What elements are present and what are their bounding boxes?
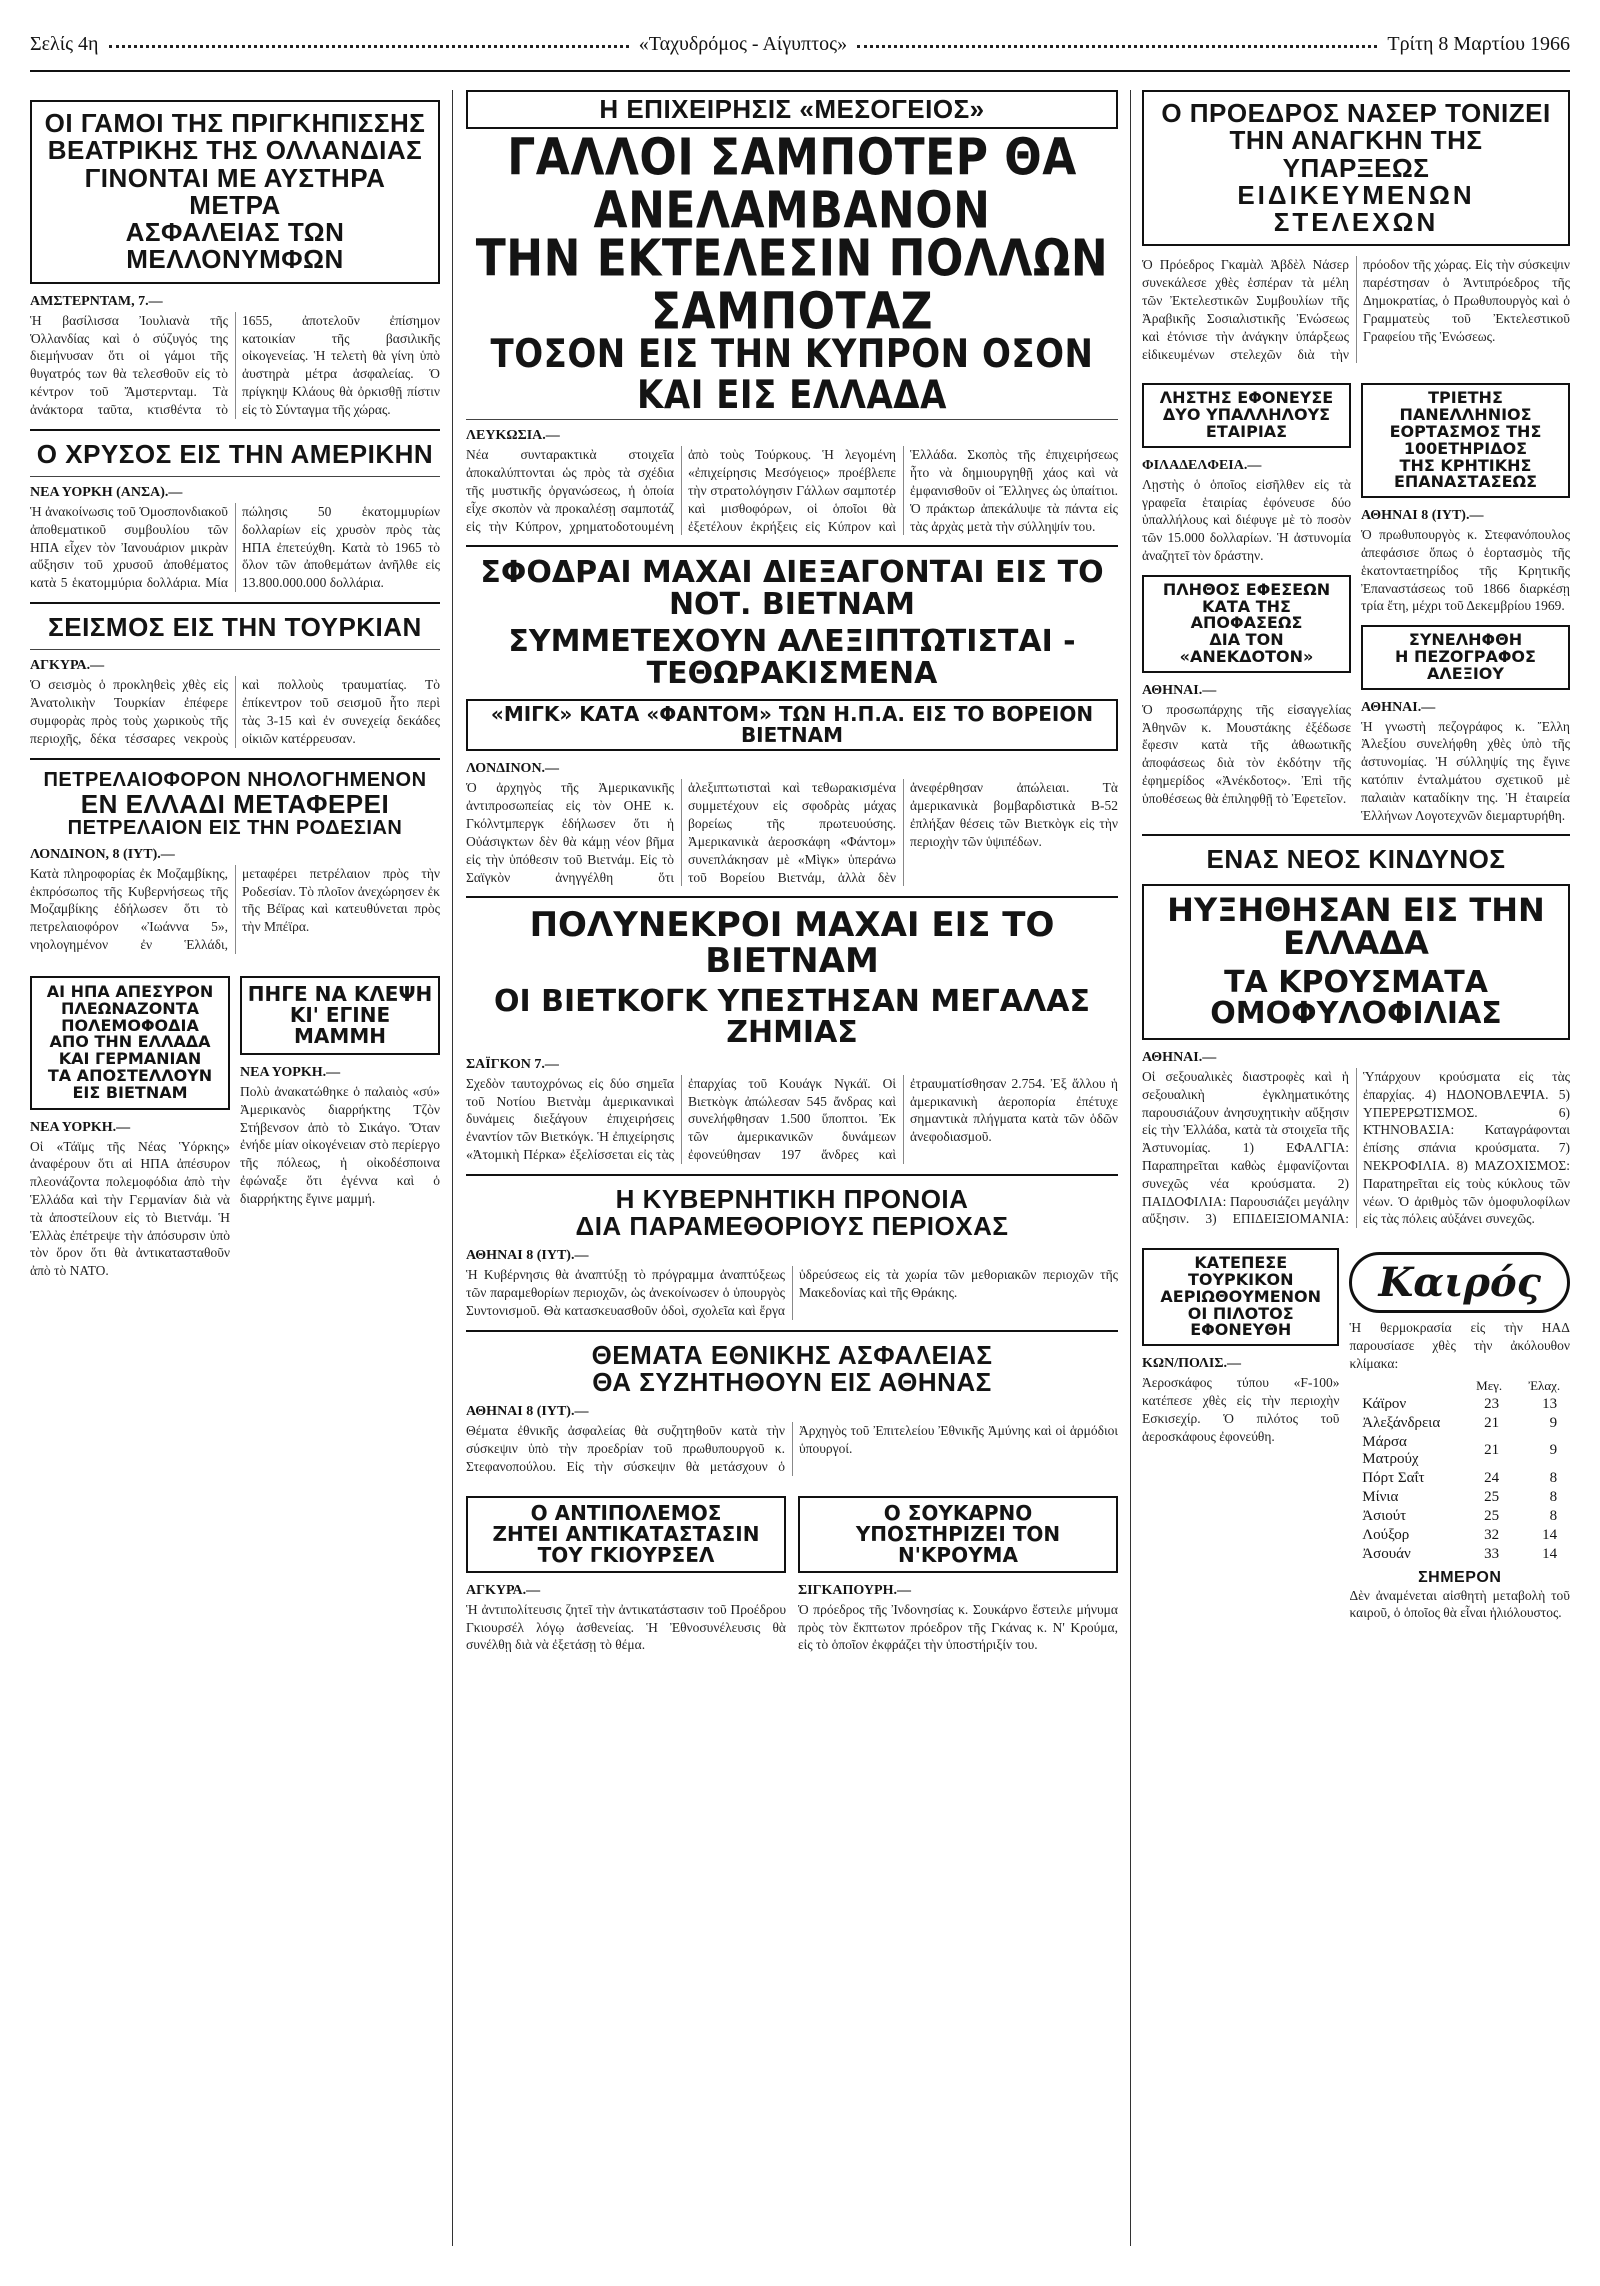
headline: ΣΥΝΕΛΗΦΘΗ [1408,630,1523,650]
temp-max: 23 [1484,1395,1500,1412]
subhead-box [466,699,1118,751]
section-rule [30,649,440,650]
headline: ΒΕΑΤΡΙΚΗΣ ΤΗΣ ΟΛΛΑΝΔΙΑΣ [47,135,423,166]
article-body: Ἀεροσκάφος τύπου «F-100» κατέπεσε χθὲς εἰς τὴν περιοχὴν Εσκισεχίρ. Ὁ πιλότος τοῦ ἀεροσκάφους ἐφονεύθη. [1142,1375,1340,1444]
temp-max: 25 [1484,1488,1500,1505]
middle-left [1142,373,1351,824]
headline: ΛΗΣΤΗΣ ΕΦΟΝΕΥΣΕ [1159,388,1334,408]
article-sukarno [798,1486,1118,1654]
temp-min: 9 [1549,1442,1558,1459]
article-body: Νέα συνταρακτικὰ στοιχεῖα ἀποκαλύπτονται ὡς πρὸς τὰ σχέδια τῆς μυστικῆς ὀργανώσεως, ἡ ὁποία εἶχε σκοπὸν νὰ προκαλέσῃ σαμποτάζ εἰς τὴν Κύπρον, χρηματοδοτουμένη ἀπὸ τοὺς Τούρκους. Ἡ λεγομένη «ἐπιχείρησις Μεσόγειος» προέβλεπε τὴν στρατολόγησιν Γάλλων σαμποτέρ καὶ μισθοφόρων, οἱ ὁποῖοι θὰ ἐξετέλουν ἐκρήξεις εἰς Κύπρον καὶ Ἑλλάδα. Σκοπὸς τῆς ἐπιχειρήσεως ἦτο νὰ δημιουργηθῇ χάος καὶ νὰ ἐμφανισθοῦν οἱ Ἕλληνες ὡς ὑπαίτιοι. Ὁ πράκτωρ ἀπεκάλυψε τὰ πάντα εἰς τὰς ἀρχὰς μετὰ τὴν σύλληψίν του. [466,447,1118,534]
headline: Ο ΧΡΥΣΟΣ ΕΙΣ ΤΗΝ ΑΜΕΡΙΚΗΝ [36,438,434,469]
column-center [466,90,1118,2246]
headline: ΕΟΡΤΑΣΜΟΣ ΤΗΣ 100ΕΤΗΡΙΔΟΣ [1389,421,1542,458]
temp-min: 8 [1549,1469,1558,1486]
dateline: ΚΩΝ/ΠΟΛΙΣ.— [1142,1356,1241,1372]
section-rule [30,476,440,477]
bottom-row [30,966,440,1280]
dateline: ΦΙΛΑΔΕΛΦΕΙΑ.— [1142,457,1262,473]
weather-row [1358,1507,1561,1526]
headline: ΤΗΝ ΑΝΑΓΚΗΝ ΤΗΣ ΥΠΑΡΞΕΩΣ [1229,125,1483,183]
article-body: Κατὰ πληροφορίας ἐκ Μοζαμβίκης, ἐκπρόσωπος τῆς Κυβερνήσεως τῆς Μοζαμβίκης ἐδήλωσεν ὅτι τὸ πετρελαιοφόρον «Ἰωάννα 5», νηολογημένον ἐν Ἑλλάδι, μεταφέρει πετρέλαιον πρὸς τὴν Ροδεσίαν. Τὸ πλοῖον ἀνεχώρησεν ἐκ τῆς Βέϊρας καὶ κατευθύνεται πρὸς τὴν Μπέϊρα. [30,865,440,953]
article-body: Λῃστὴς ὁ ὁποῖος εἰσῆλθεν εἰς τὰ γραφεῖα ἑταιρίας ἐφόνευσε δύο ὑπαλλήλους καὶ διέφυγε μὲ τὸ ποσὸν τῶν 15.000 δολλαρίων. Ἡ ἀστυνομία ἀναζητεῖ τὸν δράστην. [1142,476,1351,563]
headline: ΔΥΟ ΥΠΑΛΛΗΛΟΥΣ ΕΤΑΙΡΙΑΣ [1162,405,1331,441]
section-rule [30,758,440,760]
dateline: ΑΘΗΝΑΙ 8 (ΙΥΤ).— [1361,508,1484,524]
article-nasser [1142,90,1570,246]
temp-min: 9 [1549,1414,1558,1431]
headline-box [466,1496,786,1573]
temp-min: 8 [1549,1507,1558,1524]
temp-max: 32 [1484,1526,1500,1543]
dateline: ΑΘΗΝΑΙ.— [1142,682,1217,698]
weather-today-label: ΣΗΜΕΡΟΝ [1418,1568,1502,1586]
section-rule [466,1174,1118,1176]
dateline: ΣΙΓΚΑΠΟΥΡΗ.— [798,1582,911,1598]
section-rule [30,602,440,604]
article-ammo [30,966,230,1280]
headline: ΠΗΓΕ ΝΑ ΚΛΕΨΗ [247,981,433,1006]
city: Μίνια [1362,1488,1399,1505]
article-jet [1142,1238,1339,1622]
weather-header: Ἐλαχ. [1528,1377,1561,1393]
headline: ΠΕΤΡΕΛΑΙΟΦΟΡΟΝ ΝΗΟΛΟΓΗΜΕΝΟΝ [43,768,427,791]
middle-row [1142,373,1570,824]
weather-row [1358,1433,1561,1469]
headline: Η ΚΥΒΕΡΝΗΤΙΚΗ ΠΡΟΝΟΙΑ [615,1183,969,1214]
dateline: ΑΘΗΝΑΙ.— [1361,699,1436,715]
column-left [30,90,440,2246]
headline: ΖΗΤΕΙ ΑΝΤΙΚΑΤΑΣΤΑΣΙΝ [492,1521,760,1546]
headline: ΟΙ ΠΙΛΟΤΟΣ ΕΦΟΝΕΥΘΗ [1187,1303,1294,1340]
running-header [30,28,1570,60]
dateline: ΑΘΗΝΑΙ 8 (ΙΥΤ).— [466,1248,589,1264]
headline: ΣΕΙΣΜΟΣ ΕΙΣ ΤΗΝ ΤΟΥΡΚΙΑΝ [48,612,422,643]
dateline: ΑΓΚΥΡΑ.— [466,1582,541,1598]
headline: ΑΣΦΑΛΕΙΑΣ ΤΩΝ ΜΕΛΛΟΝΥΜΦΩΝ [125,217,345,275]
city: Κάϊρον [1362,1395,1407,1412]
weather-today-text: Δὲν ἀναμένεται αἰσθητὴ μεταβολὴ τοῦ καιροῦ, ὁ ὁποῖος θὰ εἶναι ἡλιόλουστος. [1349,1587,1570,1621]
main-headline: ΤΗΝ ΕΚΤΕΛΕΣΙΝ ΠΟΛΛΩΝ ΣΑΜΠΟΤΑΖ [475,229,1109,342]
dateline: ΑΜΣΤΕΡΝΤΑΜ, 7.— [30,293,163,309]
headline-box [1142,383,1351,447]
column-divider [452,90,453,2246]
article-body: Ὁ προσωπάρχης τῆς εἰσαγγελίας Ἀθηνῶν κ. Μουστάκης ἐξέδωσε ἔφεσιν κατὰ τῆς ἀθωωτικῆς ἀποφάσεως διὰ τὸν ἐκδότην τῆς ἐφημερίδος «Ἀνέκδοτος». Ἐπὶ τῆς ὑποθέσεως θὰ ἐπιληφθῇ τὸ Ἐφετεῖον. [1142,701,1351,806]
weather-row [1358,1469,1561,1488]
dateline: ΑΘΗΝΑΙ 8 (ΙΥΤ).— [466,1404,589,1420]
article-body: Ἡ βασίλισσα Ἰουλιανὰ τῆς Ὁλλανδίας καὶ ὁ σύζυγός της διεμήνυσαν ὅτι οἱ γάμοι τῆς θυγατρός των θὰ τελεσθοῦν εἰς τὸ κέντρον τοῦ Ἄμστερνταμ. Τὰ ἀνάκτορα ταῦτα, κτισθέντα τὸ 1655, ἀποτελοῦν ἐπίσημον κατοικίαν τῆς βασιλικῆς οἰκογενείας. Ἡ τελετὴ θὰ γίνη ὑπὸ ἀυστηρὰ μέτρα ἀσφαλείας. Ὁ πρίγκηψ Κλάους θὰ ὀρκισθῇ πίστιν εἰς τὸ Σύνταγμα τῆς χώρας. [30,312,440,417]
weather-row [1358,1395,1561,1414]
dateline: ΛΟΝΔΙΝΟΝ.— [466,761,560,777]
temp-min: 13 [1542,1395,1558,1412]
city: Ἀσιούτ [1362,1507,1407,1524]
section-rule [1142,834,1570,836]
headline: ΤΟΥΡΚΙΚΟΝ ΑΕΡΙΩΘΟΥΜΕΝΟΝ [1160,1270,1322,1306]
weather-row [1358,1545,1561,1564]
headline: ΘΑ ΣΥΖΗΤΗΘΟΥΝ ΕΙΣ ΑΘΗΝΑΣ [592,1367,992,1398]
article-body: Ἡ Κυβέρνησις θὰ ἀναπτύξῃ τὸ πρόγραμμα ἀναπτύξεως τῶν παραμεθορίων περιοχῶν, ὡς ἀνεκοίνωσεν ὁ ὑπουργὸς Συντονισμοῦ. Θὰ κατασκευασθοῦν ὁδοὶ, σχολεῖα καὶ ἔργα ὑδρεύσεως εἰς τὰ χωρία τῶν μεθοριακῶν περιοχῶν τῆς Μακεδονίας καὶ τῆς Θράκης. [466,1267,1118,1319]
weather-row [1358,1526,1561,1545]
bottom-row [1142,1238,1570,1622]
headline-box [30,976,230,1110]
dateline: ΛΟΝΔΙΝΟΝ, 8 (ΙΥΤ).— [30,846,175,862]
subheadline: «ΜΙΓΚ» ΚΑΤΑ «ΦΑΝΤΟΜ» ΤΩΝ Η.Π.Α. ΕΙΣ ΤΟ ΒΟΡΕΙΟΝ ΒΙΕΤΝΑΜ [490,702,1094,748]
headline: ΤΑ ΑΠΟΣΤΕΛΛΟΥΝ ΕΙΣ ΒΙΕΤΝΑΜ [47,1065,213,1102]
header-dots [857,45,1377,48]
temp-max: 33 [1484,1545,1500,1562]
paper-title: «Ταχυδρόμος - Αίγυπτος» [638,32,848,55]
main-headline: ΓΑΛΛΟΙ ΣΑΜΠΟΤΕΡ ΘΑ ΑΝΕΛΑΜΒΑΝΟΝ [507,128,1077,241]
headline-box [1142,575,1351,673]
issue-date: Τρίτη 8 Μαρτίου 1966 [1387,32,1570,55]
dateline: ΣΑΪΓΚΟΝ 7.— [466,1056,559,1072]
headline-box [798,1496,1118,1573]
temp-max: 25 [1484,1507,1500,1524]
weather-header-row [1358,1377,1561,1395]
headline: ΟΙ ΓΑΜΟΙ ΤΗΣ ΠΡΙΓΚΗΠΙΣΣΗΣ [44,108,426,138]
city: Πόρτ Σαΐτ [1362,1469,1425,1486]
headline: ΓΙΝΟΝΤΑΙ ΜΕ ΑΥΣΤΗΡΑ ΜΕΤΡΑ [84,162,386,220]
city: Μάρσα Ματρούχ [1362,1433,1419,1467]
temp-max: 24 [1484,1469,1500,1486]
bottom-row [466,1486,1118,1654]
dateline: ΝΕΑ ΥΟΡΚΗ.— [30,1119,131,1135]
article-body: Οἱ σεξουαλικὲς διαστροφὲς καὶ ἡ σεξουαλικὴ ἐγκληματικότης παρουσιάζουν ἀνησυχητικὴν αὔξησιν εἰς τὴν Ἑλλάδα, κατὰ τὰ στοιχεῖα τῆς Ἀστυνομίας. 1) ΕΦΑΛΓΙΑ: Παραπηρεῖται καθὼς ἐμφανίζονται συνεχῶς νέα κρούσματα. 2) ΠΑΙΔΟΦΙΛΙΑ: Παρουσιάζει μεγάλην αὔξησιν. 3) ΕΠΙΔΕΙΞΙΟΜΑΝΙΑ: Ὑπάρχουν κρούσματα εἰς τὰς ἐπαρχίας. 4) ΗΔΟΝΟΒΛΕΨΙΑ. 5) ΥΠΕΡΕΡΩΤΙΣΜΟΣ. 6) ΚΤΗΝΟΒΑΣΙΑ: Καταγράφονται ἐπίσης σπάνια κρούσματα. 7) ΝΕΚΡΟΦΙΛΙΑ. 8) ΜΑΖΟΧΙΣΜΟΣ: Παρατηρεῖται εἰς τοὺς κύκλους τῶν νέων. Ὁ ἀριθμὸς τῶν ὁμοφυλοφίλων εἰς τὰς πόλεις αὐξάνει συνεχῶς. [1142,1068,1570,1227]
weather-table [1358,1377,1561,1564]
headline-box [1361,625,1570,689]
article-body: Ὁ πρωθυπουργὸς κ. Στεφανόπουλος ἀπεφάσισε ὅπως ὁ ἑορτασμὸς τῆς ἑκατονταετηρίδος τῆς Κρητικῆς Ἐπαναστάσεως τοῦ 1866 διαρκέσῃ τρία ἔτη, μέχρι τοῦ Δεκεμβρίου 1969. [1361,527,1570,614]
headline: ΚΑΤΕΠΕΣΕ [1194,1253,1288,1273]
article-body: Οἱ «Τάϊμς τῆς Νέας Ὑόρκης» ἀναφέρουν ὅτι αἱ ΗΠΑ ἀπέσυρον πλεονάζοντα πολεμοφόδια ἀπὸ τὴν Ἑλλάδα καὶ τὴν Γερμανίαν διὰ νὰ τὰ ἀποστείλουν εἰς τὸ Βιετνάμ. Ἡ Ἑλλὰς ἐπέτρεψε τὴν ἀπόσυρσιν ὑπὸ τὸν ὅρον ὅτι θὰ ἀντικατασταθοῦν ἀπὸ τὸ ΝΑΤΟ. [30,1138,230,1279]
page-label: Σελίς 4η [30,32,99,55]
article-body: Ὁ ἀρχηγὸς τῆς Ἀμερικανικῆς ἀντιπροσωπείας εἰς τὸν ΟΗΕ κ. Γκόλντμπεργκ ἐδήλωσεν ὅτι ἡ Οὐάσιγκτων δὲν θὰ κάμῃ νέον βῆμα εἰς τὴν ὑπόθεσιν τοῦ Βιετνάμ. Εἰς τὸ Σαϊγκὸν ἀνηγγέλθη ὅτι ἀλεξιπτωτισταὶ καὶ τεθωρακισμένα συμμετέχουν εἰς σφοδρὰς μάχας βορείως τῆς πρωτευούσης. Ἀμερικανικὰ ἀεροσκάφη «Φάντομ» συνεπλάκησαν μὲ «Μὶγκ» ὑπεράνω τοῦ Βορείου Βιετνάμ, ἀλλὰ δὲν ἀνεφέρθησαν ἀπώλειαι. Τὰ ἀμερικανικὰ βομβαρδιστικὰ Β-52 ἐπλήξαν θέσεις τῶν Βιετκὸγκ εἰς τὴν περιοχὴν τῶν ὑψιπέδων. [466,780,1118,885]
headline: ΥΠΟΣΤΗΡΙΖΕΙ ΤΟΝ Ν'ΚΡΟΥΜΑ [855,1521,1061,1567]
section-rule [466,545,1118,547]
article-body: Θέματα ἐθνικῆς ἀσφαλείας θὰ συζητηθοῦν κατὰ τὴν σύσκεψιν ὑπὸ τὴν προεδρίαν τοῦ πρωθυπουργοῦ κ. Στεφανοπούλου. Εἰς τὴν σύσκεψιν θὰ μετάσχουν ὁ Ἀρχηγὸς τοῦ Ἐπιτελείου Ἐθνικῆς Ἀμύνης καὶ οἱ ἁρμόδιοι ὑπουργοί. [466,1423,1118,1475]
headline-box [240,976,440,1055]
headline: ΤΟΥ ΓΚΙΟΥΡΣΕΛ [537,1542,715,1567]
section-rule [466,896,1118,898]
temp-min: 14 [1542,1526,1558,1543]
headline: ΤΡΙΕΤΗΣ ΠΑΝΕΛΛΗΝΙΟΣ [1399,388,1532,425]
kicker: Η ΕΠΙΧΕΙΡΗΣΙΣ «ΜΕΣΟΓΕΙΟΣ» [599,94,985,124]
headline: ΚΑΤΑ ΤΗΣ ΑΠΟΦΑΣΕΩΣ [1190,596,1303,633]
weather-intro: Ἡ θερμοκρασία εἰς τὴν ΗΑΔ παρουσίασε χθὲς τὴν ἀκόλουθον κλίμακα: [1349,1320,1570,1371]
temp-max: 21 [1484,1414,1500,1431]
weather-title: Καιρός [1349,1252,1570,1313]
headline: ΤΑ ΚΡΟΥΣΜΑΤΑ ΟΜΟΦΥΛΟΦΙΛΙΑΣ [1210,964,1502,1032]
temp-min: 8 [1549,1488,1558,1505]
dateline: ΑΓΚΥΡΑ.— [30,658,105,674]
headline: ΠΕΤΡΕΛΑΙΟΝ ΕΙΣ ΤΗΝ ΡΟΔΕΣΙΑΝ [67,816,403,839]
main-headline: ΤΟΣΟΝ ΕΙΣ ΤΗΝ ΚΥΠΡΟΝ ΟΣΟΝ ΚΑΙ ΕΙΣ ΕΛΛΑΔΑ [490,331,1094,419]
column-divider [1130,90,1131,2246]
section-rule [30,429,440,431]
weather-row [1358,1488,1561,1507]
dateline: ΝΕΑ ΥΟΡΚΗ (ΑΝΣΑ).— [30,484,183,500]
headline: ΑΠΟ ΤΗΝ ΕΛΛΑΔΑ ΚΑΙ ΓΕΡΜΑΝΙΑΝ [49,1032,211,1069]
article-body: Ὁ πρόεδρος τῆς Ἰνδονησίας κ. Σουκάρνο ἔστειλε μήνυμα πρὸς τὸν ἔκπτωτον πρόεδρον τῆς Γκάνας κ. Ν' Κρούμα, εἰς τὸ ὁποῖον ἐκφράζει τὴν ὑποστήριξίν του. [798,1601,1118,1653]
headline: ΕΙΔΙΚΕΥΜΕΝΩΝ ΣΤΕΛΕΧΩΝ [1237,179,1475,238]
dateline: ΝΕΑ ΥΟΡΚΗ.— [240,1064,341,1080]
article-body: Σχεδὸν ταυτοχρόνως εἰς δύο σημεῖα τοῦ Νοτίου Βιετνὰμ ἀμερικανικαὶ δυνάμεις διεξάγουν ἐπιχειρήσεις ἐναντίον τῶν Βιετκόγκ. Ἡ ἐπιχείρησις «Ἀτομικὴ Πέρκα» ἐξελίσσεται εἰς τὰς ἐπαρχίας τοῦ Κουάγκ Νγκάϊ. Οἱ Βιετκὸγκ ἀπώλεσαν 545 ἄνδρας καὶ συνελήφθησαν 1.500 ὕποπτοι. Ἐκ τῶν ἀμερικανικῶν δυνάμεων ἐφονεύθησαν 197 ἄνδρες καὶ ἐτραυματίσθησαν 2.754. Ἐξ ἄλλου ἡ ἀμερικανικὴ ἀεροπορία ἐπέτυχε σημαντικὰ πλήγματα κατὰ τῶν ὁδῶν ἀνεφοδιασμοῦ. [466,1075,1118,1162]
dateline: ΛΕΥΚΩΣΙΑ.— [466,428,560,444]
weather-box [1349,1238,1570,1622]
city: Ἀλεξάνδρεια [1362,1414,1441,1431]
article-body: Ὁ Πρόεδρος Γκαμὰλ Ἀβδὲλ Νάσερ συνεκάλεσε χθὲς ἑσπέραν τὰ μέλη τῶν Ἐκτελεστικῶν Συμβουλίων τῆς Ἀραβικῆς Σοσιαλιστικῆς Ἑνώσεως καὶ ἐτόνισε τὴν ἀνάγκην ὑπάρξεως εἰδικευμένων στελεχῶν διὰ τὴν πρόοδον τῆς χώρας. Εἰς τὴν σύσκεψιν παρέστησαν ὁ Ἀντιπρόεδρος τῆς Δημοκρατίας, ὁ Πρωθυπουργὸς καὶ ὁ Γραμματεὺς τοῦ Ἐκτελεστικοῦ Γραφείου τῆς Ἑνώσεως. [1142,257,1570,362]
middle-right [1361,373,1570,824]
header-rule [30,70,1570,72]
headline: ΔΙΑ ΠΑΡΑΜΕΘΟΡΙΟΥΣ ΠΕΡΙΟΧΑΣ [575,1211,1009,1242]
weather-header [1358,1377,1445,1395]
headline-box [1142,1248,1339,1346]
weather-header: Μεγ. [1476,1377,1503,1393]
headline: ΘΕΜΑΤΑ ΕΘΝΙΚΗΣ ΑΣΦΑΛΕΙΑΣ [591,1339,993,1370]
article-body: Ἡ ἀντιπολίτευσις ζητεῖ τὴν ἀντικατάστασιν τοῦ Προέδρου Γκιουρσέλ λόγῳ ἀσθενείας. Ἡ Ἐθνοσυνέλευσις θὰ συνέλθῃ διὰ νὰ ἐξετάσῃ τὸ θέμα. [466,1601,786,1653]
temp-max: 21 [1484,1442,1500,1459]
article-burglar [240,966,440,1280]
headline: ΚΙ' ΕΓΙΝΕ ΜΑΜΜΗ [289,1002,391,1048]
headline: ΗΥΞΗΘΗΣΑΝ ΕΙΣ ΤΗΝ ΕΛΛΑΔΑ [1167,890,1545,963]
headline: ΕΝΑΣ ΝΕΟΣ ΚΙΝΔΥΝΟΣ [1206,844,1506,875]
weather-logo [1349,1252,1570,1313]
article-body: Πολὺ ἀνακατώθηκε ὁ παλαιὸς «σύ» Ἀμερικανὸς διαρρήκτης Τζὸν Στήβενσον ἀπὸ τὸ Σικάγο. Ὅταν ἐνήδε μίαν οἰκογένειαν στὸ περίεργο τῆς πόλεως, ἡ οἰκοδέσποινα ἐφώναξε ὅτι ἐγέννα καὶ ὁ διαρρήκτης ἔγινε μαμμή. [240,1083,440,1206]
headline: ΣΥΜΜΕΤΕΧΟΥΝ ΑΛΕΞΙΠΤΩΤΙΣΤΑΙ - ΤΕΘΩΡΑΚΙΣΜΕΝΑ [508,624,1076,691]
article-gursel [466,1486,786,1654]
headline: ΠΟΛΥΝΕΚΡΟΙ ΜΑΧΑΙ ΕΙΣ ΤΟ ΒΙΕΤΝΑΜ [529,905,1055,982]
headline: ΠΛΕΩΝΑΖΟΝΤΑ ΠΟΛΕΜΟΦΟΔΙΑ [61,998,199,1035]
headline: ΔΙΑ ΤΟΝ «ΑΝΕΚΔΟΤΟΝ» [1179,630,1314,666]
temp-min: 14 [1542,1545,1558,1562]
headline: Η ΠΕΖΟΓΡΑΦΟΣ ΑΛΕΞΙΟΥ [1395,647,1536,683]
headline: Ο ΣΟΥΚΑΡΝΟ [883,1500,1033,1525]
headline: Ο ΑΝΤΙΠΟΛΕΜΟΣ [530,1500,722,1525]
article-wedding [30,100,440,284]
article-body: Ἡ ἀνακοίνωσις τοῦ Ὁμοσπονδιακοῦ ἀποθεματικοῦ συμβουλίου τῶν ΗΠΑ εἶχεν τὸν Ἰανουάριον μικρὰν αὔξησιν τοῦ χρυσοῦ ἀποθέματος κατὰ 5 ἑκατομμύρια δολλάρια. Μία πώλησις 50 ἑκατομμυρίων δολλαρίων εἰς χρυσὸν πρὸς τὰς ΗΠΑ ἐπετεύχθη. Κατὰ τὸ 1965 τὸ ὅλον τῶν ἀποθεμάτων ἀνῆλθε εἰς 13.800.000.000 δολλάρια. [30,503,440,591]
city: Ἀσουάν [1362,1545,1411,1562]
section-rule [466,1330,1118,1332]
article-body: Ἡ γνωστὴ πεζογράφος κ. Ἔλλη Ἀλεξίου συνελήφθη χθὲς ὑπὸ τῆς ἀστυνομίας. Ἡ σύλληψίς της ἔγινε κατόπιν ἐνταλμάτου σχετικοῦ μὲ παλαιὰν καταδίκην της. Ἡ ἑταιρεία Ἑλλήνων Λογοτεχνῶν διεμαρτυρήθη. [1361,718,1570,823]
header-dots [109,45,629,48]
weather-row [1358,1414,1561,1433]
city: Λούξορ [1362,1526,1410,1543]
article-body: Ὁ σεισμὸς ὁ προκληθεὶς χθὲς εἰς Ἀνατολικὴν Τουρκίαν ἐπέφερε συμφορὰς πρὸς τοὺς χωρικοὺς τῆς περιοχῆς, δέκα τέσσαρες νεκροὺς καὶ πολλοὺς τραυματίας. Τὸ ἐπίκεντρον τοῦ σεισμοῦ ἦτο περὶ τὰς 3-15 καὶ ἐν συνεχείᾳ δεκάδες οἰκιῶν κατέρρευσαν. [30,677,440,746]
headline: ΤΗΣ ΚΡΗΤΙΚΗΣ ΕΠΑΝΑΣΤΑΣΕΩΣ [1393,455,1538,492]
headline: ΣΦΟΔΡΑΙ ΜΑΧΑΙ ΔΙΕΞΑΓΟΝΤΑΙ ΕΙΣ ΤΟ ΝΟΤ. ΒΙΕΤΝΑΜ [480,555,1104,622]
headline-box [1361,383,1570,498]
headline: ΑΙ ΗΠΑ ΑΠΕΣΥΡΟΝ [46,981,214,1001]
headline: Ο ΠΡΟΕΔΡΟΣ ΝΑΣΕΡ ΤΟΝΙΖΕΙ [1161,98,1551,128]
column-right [1142,90,1570,2246]
headline: ΕΝ ΕΛΛΑΔΙ ΜΕΤΑΦΕΡΕΙ [80,788,390,819]
kicker-box [466,90,1118,129]
headline-box [1142,884,1570,1040]
section-rule [466,419,1118,420]
headline: ΠΛΗΘΟΣ ΕΦΕΣΕΩΝ [1162,579,1331,599]
headline: ΟΙ ΒΙΕΤΚΟΓΚ ΥΠΕΣΤΗΣΑΝ ΜΕΓΑΛΑΣ ΖΗΜΙΑΣ [494,983,1090,1051]
dateline: ΑΘΗΝΑΙ.— [1142,1049,1217,1065]
